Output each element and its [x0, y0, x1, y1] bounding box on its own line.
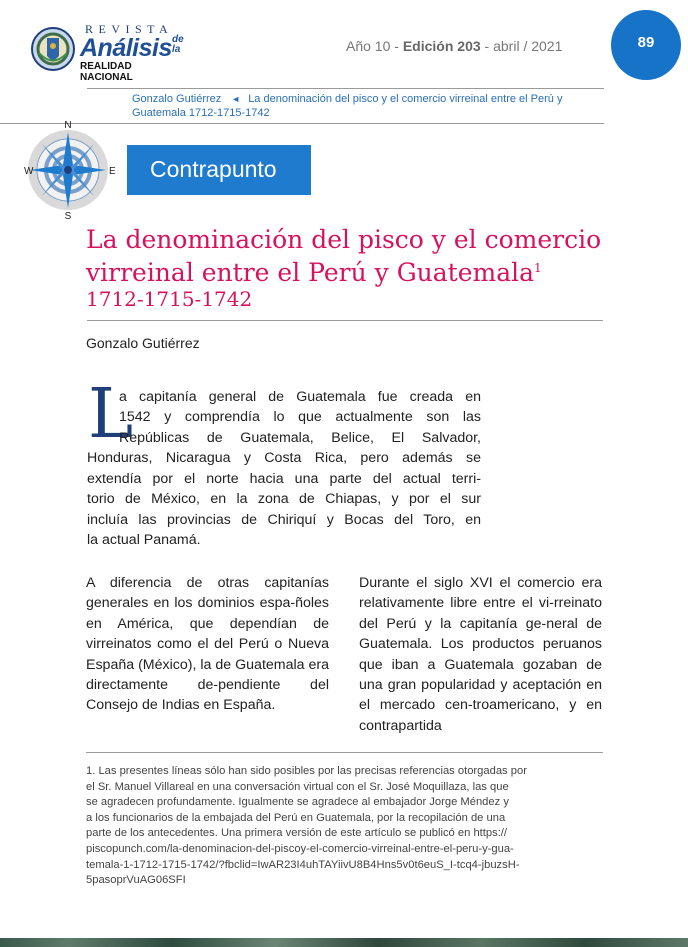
- header-divider: [87, 88, 604, 89]
- page-number: 89: [637, 34, 655, 51]
- footnote-line: se agradecen profundamente. Igualmente se agradece al embajador Jorge Méndez y: [86, 796, 509, 809]
- compass-w: W: [24, 166, 34, 177]
- triangle-left-icon: ◄: [231, 94, 241, 104]
- article-title-line2: virreinal entre el Perú y Guatemala: [86, 258, 535, 287]
- running-title-1: La denominación del pisco y el comercio virreinal entre el Perú y: [248, 93, 563, 105]
- section-label: Contrapunto: [150, 156, 277, 182]
- drop-cap: L: [88, 375, 134, 454]
- footnote-line: piscopunch.com/la-denominacion-del-piscoy-el-comercio-virreinal-entre-el-peru-y-gua-: [86, 842, 514, 855]
- lead-line: la actual Panamá.: [87, 532, 201, 548]
- logo-analisis-text: Análisis: [80, 34, 172, 62]
- body-column-left: A diferencia de otras capitanías generales en los dominios espa-ñoles en América, que dependían de virreinatos como el del Perú o Nueva España (México), la de Guatemala era directamente de-pendiente del Consejo de Indias en España.: [86, 575, 329, 714]
- logo-dela-text: de la: [172, 34, 184, 55]
- lead-line: torio de México, en la zona de Chiapas, y por el sur: [87, 491, 481, 507]
- issue-date: abril / 2021: [493, 38, 563, 54]
- compass-e: E: [109, 166, 116, 177]
- footnote-line: el Sr. Manuel Villareal en una conversación virtual con el Sr. José Moquillaza, las que: [86, 780, 509, 793]
- footnote-line: temala-1-1712-1715-1742/?fbclid=IwAR23I4uhTAYiivU8B4Hns5v0t6euS_I-tcq4-jbuzsH-: [86, 858, 520, 871]
- issue-edition: Edición 203: [402, 38, 481, 54]
- article-subtitle: 1712-1715-1742: [86, 287, 253, 311]
- lead-line: Honduras, Nicaragua y Costa Rica, pero además se: [87, 450, 481, 466]
- compass-rose-icon: [22, 118, 118, 222]
- article-title-line1: La denominación del pisco y el comercio: [86, 225, 602, 254]
- logo-revista-text: REVISTA: [85, 22, 174, 36]
- compass-n: N: [64, 120, 72, 131]
- footnote-line: 5pasoprVuAG06SFI: [86, 874, 186, 887]
- footnote: [86, 764, 602, 889]
- logo-realidad-text: REALIDAD NACIONAL: [80, 61, 133, 83]
- article-author: Gonzalo Gutiérrez: [86, 335, 200, 351]
- lead-line: incluía las provincias de Chiriquí y Bocas del Toro, en: [87, 512, 481, 528]
- title-divider: [87, 320, 603, 321]
- lead-line: a capitanía general de Guatemala fue creada en: [119, 389, 481, 405]
- journal-logo: [30, 22, 185, 83]
- article-title: [86, 226, 606, 287]
- footnote-divider: [86, 752, 603, 753]
- body-column-right: Durante el siglo XVI el comercio era relativamente libre entre el vi-rreinato del Perú y la capitanía ge-neral de Guatemala. Los productos peruanos que iban a Guatemala gozaban de una gran popularidad y aceptación en el mercado cen-troamericano, y en contrapartida: [359, 575, 602, 734]
- running-title-2: Guatemala 1712-1715-1742: [132, 107, 270, 119]
- lead-line: 1542 y comprendía lo que actualmente son las: [119, 409, 481, 425]
- running-author: Gonzalo Gutiérrez: [132, 93, 222, 105]
- running-head: [132, 92, 602, 120]
- lead-line: Repúblicas de Guatemala, Belice, El Salvador,: [119, 430, 481, 446]
- issue-year: Año 10: [346, 38, 391, 54]
- footnote-line: parte de los antecedentes. Una primera versión de este artículo se publicó en https://: [86, 827, 508, 840]
- lead-line: extendía por el norte hacia una parte del actual terri-: [87, 471, 481, 487]
- issue-info: Año 10 - Edición 203 - abril / 2021: [346, 38, 563, 54]
- bottom-decorative-strip: [0, 938, 688, 947]
- footnote-line: a los funcionarios de la embajada del Perú en Guatemala, por la recopilación de una: [86, 811, 506, 824]
- compass-s: S: [64, 211, 72, 222]
- footnote-line: 1. Las presentes líneas sólo han sido posibles por las precisas referencias otorgadas por: [86, 765, 527, 777]
- footnote-marker: 1: [534, 261, 542, 275]
- coat-of-arms-icon: [30, 26, 76, 72]
